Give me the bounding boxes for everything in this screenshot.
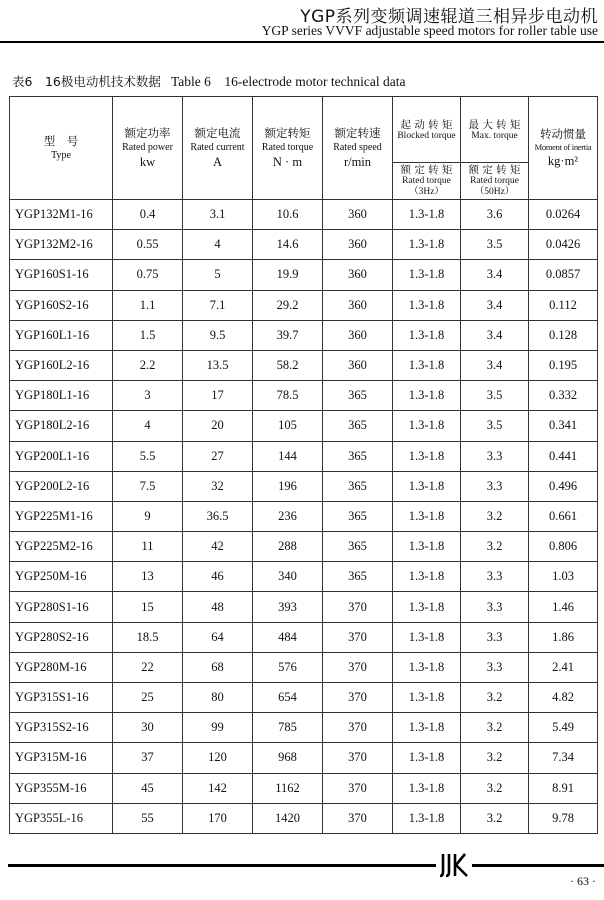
cell-torque: 105 <box>253 411 323 441</box>
table-row <box>10 441 598 471</box>
cell-inertia: 1.86 <box>529 622 598 652</box>
cell-torque: 288 <box>253 532 323 562</box>
cell-torque: 78.5 <box>253 381 323 411</box>
cell-power: 11 <box>113 532 183 562</box>
cell-max-torque: 3.4 <box>461 320 529 350</box>
cell-current: 4 <box>183 230 253 260</box>
cell-max-torque: 3.5 <box>461 411 529 441</box>
table-row <box>10 381 598 411</box>
cell-speed: 360 <box>323 260 393 290</box>
cell-inertia: 0.112 <box>529 290 598 320</box>
cell-power: 0.75 <box>113 260 183 290</box>
cell-type: YGP180L2-16 <box>10 411 113 441</box>
cell-current: 80 <box>183 683 253 713</box>
cell-max-torque: 3.6 <box>461 200 529 230</box>
cell-max-torque: 3.3 <box>461 652 529 682</box>
cell-max-torque: 3.3 <box>461 592 529 622</box>
cell-type: YGP200L1-16 <box>10 441 113 471</box>
cell-speed: 365 <box>323 381 393 411</box>
cell-max-torque: 3.3 <box>461 471 529 501</box>
cell-current: 27 <box>183 441 253 471</box>
cell-current: 20 <box>183 411 253 441</box>
cell-max-torque: 3.2 <box>461 713 529 743</box>
cell-current: 170 <box>183 803 253 833</box>
cell-blocked-torque: 1.3-1.8 <box>393 290 461 320</box>
cell-speed: 370 <box>323 803 393 833</box>
cell-max-torque: 3.2 <box>461 501 529 531</box>
cell-type: YGP280S1-16 <box>10 592 113 622</box>
cell-power: 2.2 <box>113 350 183 380</box>
cell-torque: 484 <box>253 622 323 652</box>
table-row <box>10 592 598 622</box>
table-row <box>10 230 598 260</box>
cell-type: YGP160L1-16 <box>10 320 113 350</box>
cell-speed: 365 <box>323 471 393 501</box>
cell-inertia: 1.03 <box>529 562 598 592</box>
caption-en: Table 6 16-electrode motor technical data <box>170 74 406 89</box>
table-row <box>10 501 598 531</box>
cell-power: 9 <box>113 501 183 531</box>
table-row <box>10 562 598 592</box>
cell-torque: 236 <box>253 501 323 531</box>
cell-torque: 1162 <box>253 773 323 803</box>
cell-blocked-torque: 1.3-1.8 <box>393 381 461 411</box>
cell-speed: 370 <box>323 592 393 622</box>
cell-current: 64 <box>183 622 253 652</box>
cell-power: 3 <box>113 381 183 411</box>
cell-power: 0.4 <box>113 200 183 230</box>
header-title-en: YGP series VVVF adjustable speed motors for roller table use <box>261 23 598 38</box>
cell-torque: 58.2 <box>253 350 323 380</box>
cell-blocked-torque: 1.3-1.8 <box>393 471 461 501</box>
cell-type: YGP200L2-16 <box>10 471 113 501</box>
cell-blocked-torque: 1.3-1.8 <box>393 532 461 562</box>
cell-max-torque: 3.3 <box>461 622 529 652</box>
table-caption <box>12 70 405 90</box>
cell-max-torque: 3.5 <box>461 230 529 260</box>
cell-type: YGP160L2-16 <box>10 350 113 380</box>
cell-current: 36.5 <box>183 501 253 531</box>
cell-type: YGP250M-16 <box>10 562 113 592</box>
cell-blocked-torque: 1.3-1.8 <box>393 592 461 622</box>
cell-blocked-torque: 1.3-1.8 <box>393 350 461 380</box>
cell-speed: 360 <box>323 290 393 320</box>
cell-type: YGP225M2-16 <box>10 532 113 562</box>
header-torque: 额定转矩 Rated torque N · m <box>253 97 323 200</box>
cell-blocked-torque: 1.3-1.8 <box>393 743 461 773</box>
cell-inertia: 7.34 <box>529 743 598 773</box>
cell-inertia: 0.195 <box>529 350 598 380</box>
cell-torque: 576 <box>253 652 323 682</box>
cell-current: 3.1 <box>183 200 253 230</box>
table-row <box>10 350 598 380</box>
footer-rule-right <box>472 864 604 867</box>
jk-logo <box>440 852 468 878</box>
table-body <box>10 200 598 834</box>
cell-inertia: 4.82 <box>529 683 598 713</box>
cell-power: 25 <box>113 683 183 713</box>
cell-power: 22 <box>113 652 183 682</box>
cell-blocked-torque: 1.3-1.8 <box>393 773 461 803</box>
cell-speed: 360 <box>323 200 393 230</box>
cell-blocked-torque: 1.3-1.8 <box>393 200 461 230</box>
cell-max-torque: 3.2 <box>461 532 529 562</box>
cell-blocked-torque: 1.3-1.8 <box>393 683 461 713</box>
cell-torque: 14.6 <box>253 230 323 260</box>
cell-torque: 19.9 <box>253 260 323 290</box>
cell-blocked-torque: 1.3-1.8 <box>393 320 461 350</box>
cell-blocked-torque: 1.3-1.8 <box>393 411 461 441</box>
cell-type: YGP160S1-16 <box>10 260 113 290</box>
cell-torque: 785 <box>253 713 323 743</box>
cell-max-torque: 3.2 <box>461 773 529 803</box>
cell-blocked-torque: 1.3-1.8 <box>393 260 461 290</box>
header-max-rated: 额 定 转 矩 Rated torque （50Hz） <box>461 163 529 200</box>
cell-power: 30 <box>113 713 183 743</box>
cell-inertia: 0.441 <box>529 441 598 471</box>
cell-type: YGP180L1-16 <box>10 381 113 411</box>
header-inertia: 转动惯量 Moment of inertia kg·m² <box>529 97 598 200</box>
cell-inertia: 5.49 <box>529 713 598 743</box>
cell-current: 9.5 <box>183 320 253 350</box>
table-row <box>10 200 598 230</box>
cell-power: 15 <box>113 592 183 622</box>
cell-current: 42 <box>183 532 253 562</box>
cell-max-torque: 3.4 <box>461 350 529 380</box>
cell-inertia: 0.806 <box>529 532 598 562</box>
cell-speed: 370 <box>323 773 393 803</box>
cell-max-torque: 3.2 <box>461 803 529 833</box>
cell-type: YGP315M-16 <box>10 743 113 773</box>
cell-torque: 1420 <box>253 803 323 833</box>
cell-type: YGP280M-16 <box>10 652 113 682</box>
cell-current: 120 <box>183 743 253 773</box>
header-blocked-rated: 额 定 转 矩 Rated torque （3Hz） <box>393 163 461 200</box>
cell-type: YGP315S1-16 <box>10 683 113 713</box>
cell-speed: 365 <box>323 441 393 471</box>
cell-inertia: 0.0264 <box>529 200 598 230</box>
cell-inertia: 0.661 <box>529 501 598 531</box>
motor-data-table <box>9 96 598 834</box>
table-row <box>10 743 598 773</box>
cell-current: 32 <box>183 471 253 501</box>
cell-power: 37 <box>113 743 183 773</box>
cell-max-torque: 3.4 <box>461 260 529 290</box>
cell-blocked-torque: 1.3-1.8 <box>393 230 461 260</box>
table-row <box>10 320 598 350</box>
cell-power: 1.5 <box>113 320 183 350</box>
cell-blocked-torque: 1.3-1.8 <box>393 441 461 471</box>
cell-type: YGP132M1-16 <box>10 200 113 230</box>
cell-type: YGP160S2-16 <box>10 290 113 320</box>
table-row <box>10 713 598 743</box>
header-blocked-torque: 起 动 转 矩 Blocked torque <box>393 97 461 163</box>
cell-torque: 654 <box>253 683 323 713</box>
cell-torque: 10.6 <box>253 200 323 230</box>
cell-torque: 144 <box>253 441 323 471</box>
table-row <box>10 622 598 652</box>
cell-current: 48 <box>183 592 253 622</box>
header-power: 额定功率 Rated power kw <box>113 97 183 200</box>
cell-speed: 365 <box>323 501 393 531</box>
cell-torque: 196 <box>253 471 323 501</box>
page-number: · 63 · <box>570 874 596 888</box>
cell-power: 55 <box>113 803 183 833</box>
header-rule <box>0 41 604 43</box>
header-max-torque: 最 大 转 矩 Max. torque <box>461 97 529 163</box>
cell-speed: 365 <box>323 532 393 562</box>
cell-speed: 365 <box>323 562 393 592</box>
cell-current: 142 <box>183 773 253 803</box>
cell-current: 17 <box>183 381 253 411</box>
cell-blocked-torque: 1.3-1.8 <box>393 501 461 531</box>
cell-torque: 29.2 <box>253 290 323 320</box>
cell-inertia: 0.332 <box>529 381 598 411</box>
cell-inertia: 0.0857 <box>529 260 598 290</box>
caption-cn: 表6 16极电动机技术数据 <box>12 74 161 89</box>
cell-blocked-torque: 1.3-1.8 <box>393 622 461 652</box>
table-row <box>10 683 598 713</box>
cell-speed: 370 <box>323 743 393 773</box>
cell-blocked-torque: 1.3-1.8 <box>393 652 461 682</box>
cell-torque: 968 <box>253 743 323 773</box>
cell-max-torque: 3.4 <box>461 290 529 320</box>
cell-torque: 39.7 <box>253 320 323 350</box>
cell-max-torque: 3.3 <box>461 441 529 471</box>
cell-power: 1.1 <box>113 290 183 320</box>
header-title-cn: YGP系列变频调速辊道三相异步电动机 <box>300 7 598 27</box>
cell-speed: 370 <box>323 683 393 713</box>
cell-current: 99 <box>183 713 253 743</box>
cell-torque: 340 <box>253 562 323 592</box>
cell-type: YGP132M2-16 <box>10 230 113 260</box>
cell-power: 13 <box>113 562 183 592</box>
cell-speed: 365 <box>323 411 393 441</box>
cell-inertia: 0.0426 <box>529 230 598 260</box>
cell-inertia: 1.46 <box>529 592 598 622</box>
cell-inertia: 9.78 <box>529 803 598 833</box>
cell-type: YGP355L-16 <box>10 803 113 833</box>
header-type: 型 号 Type <box>10 97 113 200</box>
table-row <box>10 411 598 441</box>
cell-current: 68 <box>183 652 253 682</box>
footer-rule-left <box>8 864 436 867</box>
table-row <box>10 290 598 320</box>
table-row <box>10 773 598 803</box>
cell-max-torque: 3.2 <box>461 743 529 773</box>
cell-speed: 360 <box>323 230 393 260</box>
table-row <box>10 532 598 562</box>
cell-max-torque: 3.2 <box>461 683 529 713</box>
cell-type: YGP225M1-16 <box>10 501 113 531</box>
cell-speed: 360 <box>323 320 393 350</box>
cell-torque: 393 <box>253 592 323 622</box>
table-row <box>10 803 598 833</box>
cell-blocked-torque: 1.3-1.8 <box>393 803 461 833</box>
table-row <box>10 652 598 682</box>
cell-power: 5.5 <box>113 441 183 471</box>
header-current: 额定电流 Rated current A <box>183 97 253 200</box>
cell-speed: 370 <box>323 622 393 652</box>
cell-type: YGP315S2-16 <box>10 713 113 743</box>
cell-power: 18.5 <box>113 622 183 652</box>
cell-blocked-torque: 1.3-1.8 <box>393 562 461 592</box>
cell-current: 13.5 <box>183 350 253 380</box>
cell-speed: 360 <box>323 350 393 380</box>
cell-current: 46 <box>183 562 253 592</box>
cell-current: 5 <box>183 260 253 290</box>
cell-inertia: 8.91 <box>529 773 598 803</box>
header-speed: 额定转速 Rated speed r/min <box>323 97 393 200</box>
cell-type: YGP280S2-16 <box>10 622 113 652</box>
cell-inertia: 0.496 <box>529 471 598 501</box>
cell-speed: 370 <box>323 652 393 682</box>
cell-inertia: 0.128 <box>529 320 598 350</box>
cell-power: 4 <box>113 411 183 441</box>
cell-power: 7.5 <box>113 471 183 501</box>
cell-speed: 370 <box>323 713 393 743</box>
cell-type: YGP355M-16 <box>10 773 113 803</box>
cell-blocked-torque: 1.3-1.8 <box>393 713 461 743</box>
cell-inertia: 0.341 <box>529 411 598 441</box>
cell-power: 45 <box>113 773 183 803</box>
cell-max-torque: 3.5 <box>461 381 529 411</box>
cell-max-torque: 3.3 <box>461 562 529 592</box>
table-row <box>10 471 598 501</box>
cell-inertia: 2.41 <box>529 652 598 682</box>
table-row <box>10 260 598 290</box>
cell-power: 0.55 <box>113 230 183 260</box>
cell-current: 7.1 <box>183 290 253 320</box>
